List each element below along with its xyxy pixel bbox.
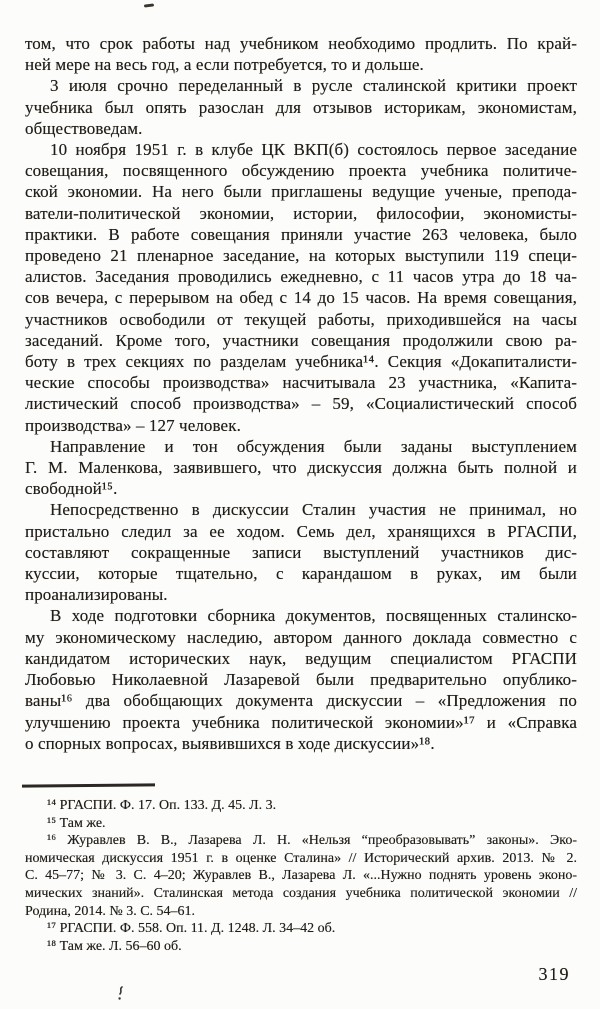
footnote bbox=[25, 832, 577, 920]
text-line: ской экономии. На него были приглашены ведущие ученые, препода- bbox=[25, 182, 577, 202]
footnote-divider bbox=[22, 783, 155, 787]
footnotes bbox=[25, 797, 577, 955]
text-line: том, что срок работы над учебником необходимо продлить. По край- bbox=[25, 34, 577, 53]
footnote bbox=[25, 797, 577, 815]
paragraph bbox=[25, 436, 577, 500]
footnote bbox=[25, 815, 577, 833]
text-line: улучшению проекта учебника политической экономии»¹⁷ и «Справка bbox=[25, 712, 577, 732]
text-line: куссии, которые тщательно, с карандашом в руках, им были bbox=[25, 564, 577, 584]
text-line: о спорных вопросах, выявившихся в ходе дискуссии»¹⁸. bbox=[25, 733, 435, 753]
scan-artifact-bottom bbox=[116, 986, 125, 1001]
footnote-line: номическая дискуссия 1951 г. в оценке Сталина» // Исторический архив. 2013. № 2. bbox=[25, 850, 577, 866]
footnote-line: ¹⁷ РГАСПИ. Ф. 558. Оп. 11. Д. 1248. Л. 34–42 об. bbox=[47, 921, 336, 937]
text-line: Непосредственно в дискуссии Сталин участия не принимал, но bbox=[50, 500, 577, 520]
text-line: В ходе подготовки сборника документов, посвященных сталинско- bbox=[50, 606, 577, 626]
text-line: сов вечера, с перерывом на обед с 14 до 15 часов. На время совещания, bbox=[25, 288, 577, 308]
text-line: обществоведам. bbox=[25, 118, 143, 138]
footnote bbox=[25, 938, 577, 956]
text-line: ваны¹⁶ два обобщающих документа дискуссии – «Предложения по bbox=[25, 691, 577, 711]
text-line: ватели-политической экономии, истории, философии, экономисты- bbox=[25, 203, 577, 223]
text-line: 10 ноября 1951 г. в клубе ЦК ВКП(б) состоялось первое заседание bbox=[50, 140, 577, 160]
text-line: 3 июля срочно переделанный в русле сталинской критики проект bbox=[50, 76, 577, 96]
text-line: свободной¹⁵. bbox=[25, 479, 118, 499]
footnote-line: ¹⁸ Там же. Л. 56–60 об. bbox=[47, 938, 182, 954]
footnote bbox=[25, 920, 577, 938]
text-line: Любовью Николаевной Лазаревой были предварительно опублико- bbox=[25, 670, 577, 690]
text-line: практики. В работе совещания приняли участие 263 человека, было bbox=[25, 224, 577, 244]
text-line: совещания, посвященного обсуждению проекта учебника политиче- bbox=[25, 161, 577, 181]
text-line: кандидатом исторических наук, ведущим специалистом РГАСПИ bbox=[25, 648, 577, 668]
page-text-block bbox=[25, 33, 577, 754]
text-line: алистов. Заседания проводились ежедневно, с 11 часов утра до 18 ча- bbox=[25, 267, 577, 287]
footnote-line: ¹⁴ РГАСПИ. Ф. 17. Оп. 133. Д. 45. Л. 3. bbox=[47, 798, 277, 813]
text-line: ней мере на весь год, а если потребуется, то и дольше. bbox=[25, 55, 424, 75]
paragraph bbox=[25, 139, 577, 436]
footnote-line: ¹⁵ Там же. bbox=[47, 815, 106, 831]
footnote-line: мических знаний». Сталинская метода создания учебника политической экономии // bbox=[25, 885, 577, 901]
footnote-line: С. 45–77; № 3. С. 4–20; Журавлев В., Лазарева Л. «...Нужно поднять уровень эконо- bbox=[25, 868, 577, 884]
footnote-line: ¹⁶ Журавлев В. В., Лазарева Л. Н. «Нельзя “преобразовывать” законы». Эко- bbox=[47, 833, 577, 849]
text-line: составляют сокращенные записи выступлений участников дис- bbox=[25, 542, 577, 562]
text-line: Направление и тон обсуждения были заданы выступлением bbox=[50, 436, 577, 456]
paragraph bbox=[25, 605, 577, 753]
text-line: производства» – 127 человек. bbox=[25, 415, 241, 435]
paragraph bbox=[25, 33, 577, 75]
text-line: участников освободили от текущей работы, приходившейся на часы bbox=[25, 309, 577, 329]
text-line: учебника был опять разослан для отзывов историкам, экономистам, bbox=[25, 97, 577, 117]
page-number: 319 bbox=[538, 964, 570, 984]
scan-artifact-top bbox=[144, 3, 154, 7]
text-line: Г. М. Маленкова, заявившего, что дискуссия должна быть полной и bbox=[25, 458, 577, 478]
footnote-line: Родина, 2014. № 3. С. 54–61. bbox=[25, 903, 196, 919]
text-line: листический способ производства» – 59, «Социалистический способ bbox=[25, 394, 577, 414]
text-line: проанализированы. bbox=[25, 585, 168, 605]
text-line: проведено 21 пленарное заседание, на которых выступили 119 специ- bbox=[25, 246, 577, 266]
paragraph bbox=[25, 499, 577, 605]
text-line: му экономическому наследию, автором данного доклада совместно с bbox=[25, 627, 577, 647]
text-line: заседаний. Кроме того, участники совещания продолжили свою ра- bbox=[25, 330, 577, 350]
text-line: ческие способы производства» насчитывала 23 участника, «Капита- bbox=[25, 373, 577, 393]
text-line: боту в трех секциях по разделам учебника¹⁴. Секция «Докапиталисти- bbox=[25, 352, 577, 372]
text-line: пристально следил за ее ходом. Семь дел, хранящихся в РГАСПИ, bbox=[25, 521, 577, 541]
paragraph bbox=[25, 75, 577, 139]
